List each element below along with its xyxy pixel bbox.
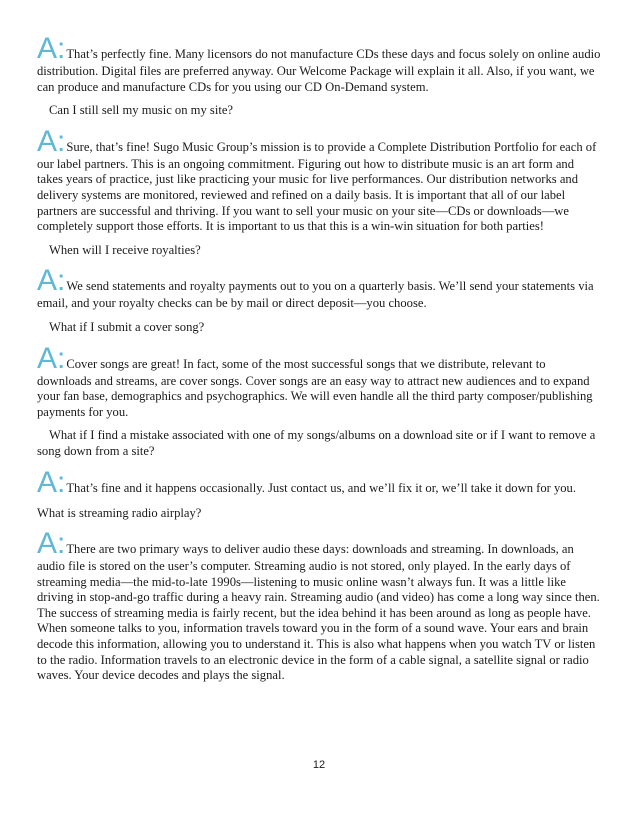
answer-4 [37,341,603,421]
answer-marker: A: [37,32,66,65]
question-4: What if I find a mistake associated with one of my songs/albums on a download site or if I want to remove a song down from a site? [37,428,596,458]
answer-3 [37,266,603,312]
answer-body: audio file is stored on the user’s computer. Streaming audio is not stored, only played. In the early days of streaming media—the mid-to-late 1990s—listening to music online wasn’t always fun. It was a little like driving in stop-and-go traffic during a heavy rain. Streaming audio (and video) has come a long way since then. The success of streaming media is fairly recent, but the idea behind it has been around as long as people have. When someone talks to you, information travels toward you in the form of a sound wave. Your ears and brain decode this information, allowing you to understand it. This is also what happens when you watch TV or listen to the radio. Information travels to an electronic device in the form of a cable signal, a satellite signal or radio waves. Your device decodes and plays the signal. [37,559,600,683]
answer-marker: A: [37,465,66,499]
page-number: 12 [312,759,326,771]
answer-body: distribution. Digital files are preferred anyway. Our Welcome Package will explain it all. Also, if you want, we can produce and manufacture CDs for you using our CD On-Demand system. [37,64,595,94]
answer-1 [37,34,603,95]
answer-2 [37,124,603,235]
answer-5 [37,465,603,499]
answer-body: our label partners. This is an ongoing commitment. Figuring out how to distribute music is an art form and takes years of practice, just like practicing your music for live performances. Our distribution networks and delivery systems are monitored, reviewed and refined on a daily basis. It is important that all of our label partners are successful and thriving. If you want to sell your music on your site—CDs or downloads—we completely support those efforts. It is important to us that this is a win-win situation for both parties! [37,156,579,234]
answer-marker: A: [37,341,66,375]
page-body [37,34,603,692]
answer-lead: Cover songs are great! In fact, some of the most successful songs that we distribute, relevant to [66,356,546,371]
answer-lead: That’s fine and it happens occasionally. Just contact us, and we’ll fix it or, we’ll take it down for you. [66,480,577,495]
answer-body: email, and your royalty checks can be by mail or direct deposit—you choose. [37,296,427,311]
answer-lead: Sure, that’s fine! Sugo Music Group’s mission is to provide a Complete Distribution Portfolio for each of [66,139,597,154]
answer-lead: We send statements and royalty payments out to you on a quarterly basis. We’ll send your statements via [66,279,594,294]
question-5: What is streaming radio airplay? [37,505,202,520]
question-2: When will I receive royalties? [49,242,201,257]
question-1: Can I still sell my music on my site? [49,103,233,118]
answer-marker: A: [37,527,66,561]
answer-body: downloads and streams, are cover songs. Cover songs are an easy way to attract new audiences and to expand your fan base, demographics and psychographics. We will even handle all the third party composer/publishing payments for you. [37,373,593,419]
answer-marker: A: [37,264,66,298]
answer-marker: A: [37,124,66,158]
answer-lead: There are two primary ways to deliver audio these days: downloads and streaming. In downloads, an [66,542,574,557]
question-3: What if I submit a cover song? [49,319,205,334]
answer-lead: That’s perfectly fine. Many licensors do not manufacture CDs these days and focus solely on online audio [66,47,601,61]
answer-6 [37,529,603,684]
